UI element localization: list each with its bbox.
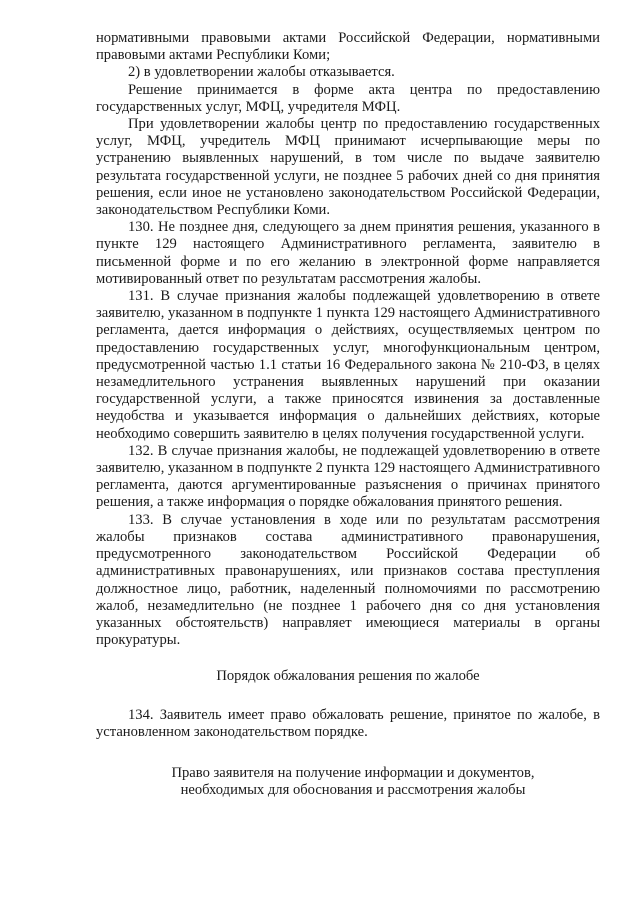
section-heading-line-1: Право заявителя на получение информации и документов, [171,764,535,781]
section-heading-right-to-information [96,765,600,799]
paragraph-133: 133. В случае установления в ходе или по результатам рассмотрения жалобы признаков состава административного правонарушения, предусмотренного законодательством Российской Федерации об административных правонарушениях, или признаков состава преступления должностное лицо, работник, наделенный полномочиями по рассмотрению жалоб, незамедлительно (не позднее 1 рабочего дня со дня установления указанных обстоятельств) направляет имеющиеся материалы в органы прокуратуры. [96,511,600,649]
paragraph-130: 130. Не позднее дня, следующего за днем принятия решения, указанного в пункте 129 настоящего Административного регламента, заявителю в письменной форме и по его желанию в электронной форме направляется мотивированный ответ по результатам рассмотрения жалобы. [96,219,600,287]
paragraph-legal-acts: нормативными правовыми актами Российской Федерации, нормативными правовыми актами Республики Коми; [96,30,600,64]
section-heading-appeal-order: Порядок обжалования решения по жалобе [216,668,480,685]
paragraph-134: 134. Заявитель имеет право обжаловать решение, принятое по жалобе, в установленном законодательством порядке. [96,706,600,740]
section-heading-line-2: необходимых для обоснования и рассмотрения жалобы [180,782,526,799]
paragraph-item-2-refusal: 2) в удовлетворении жалобы отказывается. [128,64,395,81]
paragraph-131: 131. В случае признания жалобы подлежащей удовлетворению в ответе заявителю, указанном в подпункте 1 пункта 129 настоящего Административного регламента, дается информация о действиях, осуществляемых центром по предоставлению государственных услуг, многофункциональным центром, предусмотренной частью 1.1 статьи 16 Федерального закона № 210-ФЗ, в целях незамедлительного устранения выявленных нарушений при оказании государственной услуги, а также приносятся извинения за доставленные неудобства и указывается информация о дальнейших действиях, которые необходимо совершить заявителю в целях получения государственной услуги. [96,288,600,442]
paragraph-decision-form: Решение принимается в форме акта центра по предоставлению государственных услуг, МФЦ, учредителя МФЦ. [96,81,600,115]
paragraph-132: 132. В случае признания жалобы, не подлежащей удовлетворению в ответе заявителю, указанном в подпункте 2 пункта 129 настоящего Административного регламента, даются аргументированные разъяснения о причинах принятого решения, а также информация о порядке обжалования принятого решения. [96,442,600,511]
paragraph-satisfaction-measures: При удовлетворении жалобы центр по предоставлению государственных услуг, МФЦ, учредитель МФЦ принимают исчерпывающие меры по устранению выявленных нарушений, в том числе по выдаче заявителю результата государственной услуги, не позднее 5 рабочих дней со дня принятия решения, если иное не установлено законодательством Российской Федерации, законодательством Республики Коми. [96,116,600,219]
